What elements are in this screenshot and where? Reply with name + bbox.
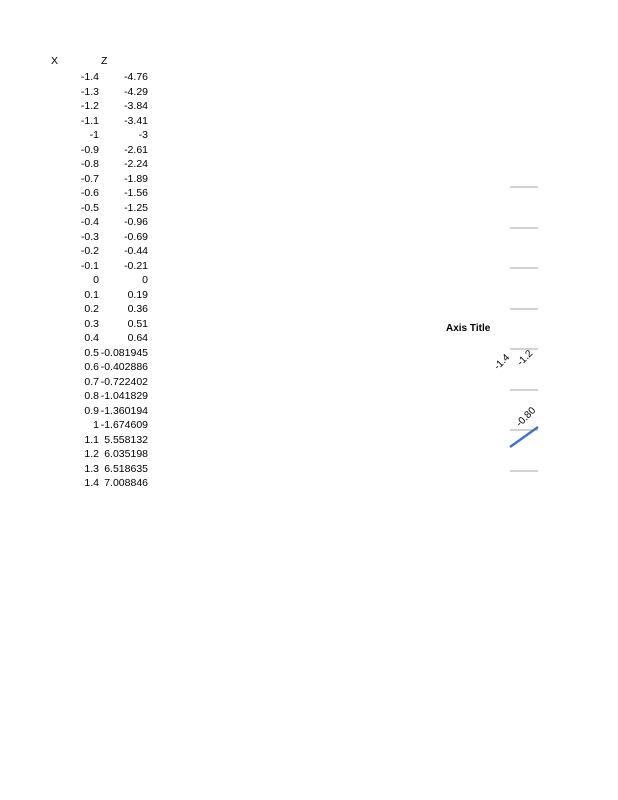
x-cell[interactable]: 0.1 — [84, 288, 99, 301]
z-cell[interactable]: -3.84 — [124, 100, 148, 112]
x-cell[interactable]: 0.4 — [84, 332, 99, 344]
x-cell[interactable]: 0.3 — [84, 317, 99, 330]
z-cell[interactable]: -0.402886 — [100, 361, 148, 373]
z-cell[interactable]: -1.56 — [124, 187, 148, 199]
z-column-header: Z — [101, 55, 108, 67]
x-cell[interactable]: -1.2 — [80, 100, 99, 112]
chart-axis-title[interactable]: Axis Title — [446, 323, 491, 334]
x-cell[interactable]: -0.3 — [80, 230, 99, 243]
z-cell[interactable]: -2.61 — [124, 143, 148, 156]
x-cell[interactable]: 1 — [93, 419, 99, 431]
z-cell[interactable]: -3 — [138, 129, 148, 141]
x-cell[interactable]: -1.3 — [80, 85, 99, 98]
x-cell[interactable]: -0.7 — [80, 172, 99, 185]
x-cell[interactable]: -0.1 — [80, 259, 99, 272]
x-cell[interactable]: -1.4 — [80, 71, 99, 83]
z-cell[interactable]: 6.035198 — [104, 448, 148, 460]
x-cell[interactable]: -0.6 — [80, 187, 99, 199]
z-cell[interactable]: -3.41 — [124, 114, 148, 127]
chart-tick-label: -1.2 — [515, 348, 536, 369]
x-cell[interactable]: 1.3 — [84, 462, 99, 475]
z-cell[interactable]: -2.24 — [124, 158, 148, 170]
z-cell[interactable]: -1.360194 — [100, 404, 148, 417]
z-cell[interactable]: -1.25 — [124, 201, 148, 214]
x-cell[interactable]: -0.9 — [80, 143, 99, 156]
x-cell[interactable]: 0.6 — [84, 361, 99, 373]
x-cell[interactable]: 0 — [93, 274, 99, 286]
z-cell[interactable]: -0.44 — [124, 245, 148, 257]
z-cell[interactable]: -1.674609 — [100, 419, 148, 431]
z-cell[interactable]: -0.722402 — [100, 375, 148, 388]
z-cell[interactable]: -0.96 — [124, 216, 148, 228]
x-cell[interactable]: -0.8 — [80, 158, 99, 170]
z-cell[interactable]: 6.518635 — [104, 462, 148, 475]
x-cell[interactable]: -0.5 — [80, 201, 99, 214]
z-cell[interactable]: -4.76 — [124, 71, 148, 83]
x-cell[interactable]: 0.5 — [84, 346, 99, 359]
x-cell[interactable]: 1.4 — [84, 477, 99, 489]
x-cell[interactable]: 1.1 — [84, 433, 99, 446]
x-column-header: X — [51, 55, 59, 67]
x-cell[interactable]: 0.9 — [84, 404, 99, 417]
z-cell[interactable]: 0.19 — [127, 288, 148, 301]
x-cell[interactable]: 1.2 — [84, 448, 99, 460]
x-cell[interactable]: -0.4 — [80, 216, 99, 228]
z-cell[interactable]: -0.081945 — [100, 346, 148, 359]
z-cell[interactable]: 0.36 — [127, 303, 148, 315]
z-cell[interactable]: -0.21 — [124, 259, 148, 272]
z-cell[interactable]: 0.64 — [127, 332, 148, 344]
z-cell[interactable]: 7.008846 — [104, 477, 148, 489]
x-cell[interactable]: 0.7 — [84, 375, 99, 388]
chart-tick-label: -1.4 — [492, 352, 513, 373]
x-cell[interactable]: -0.2 — [80, 245, 99, 257]
x-cell[interactable]: 0.8 — [84, 390, 99, 402]
chart-tick-label: -0.80 — [514, 405, 539, 430]
z-cell[interactable]: 0.51 — [127, 317, 148, 330]
z-cell[interactable]: 0 — [142, 274, 148, 286]
z-cell[interactable]: -1.041829 — [100, 390, 148, 402]
z-cell[interactable]: -4.29 — [124, 85, 148, 98]
z-cell[interactable]: -0.69 — [124, 230, 148, 243]
x-cell[interactable]: 0.2 — [84, 303, 99, 315]
z-cell[interactable]: 5.558132 — [104, 433, 148, 446]
x-cell[interactable]: -1 — [89, 129, 99, 141]
x-cell[interactable]: -1.1 — [80, 114, 99, 127]
z-cell[interactable]: -1.89 — [124, 172, 148, 185]
